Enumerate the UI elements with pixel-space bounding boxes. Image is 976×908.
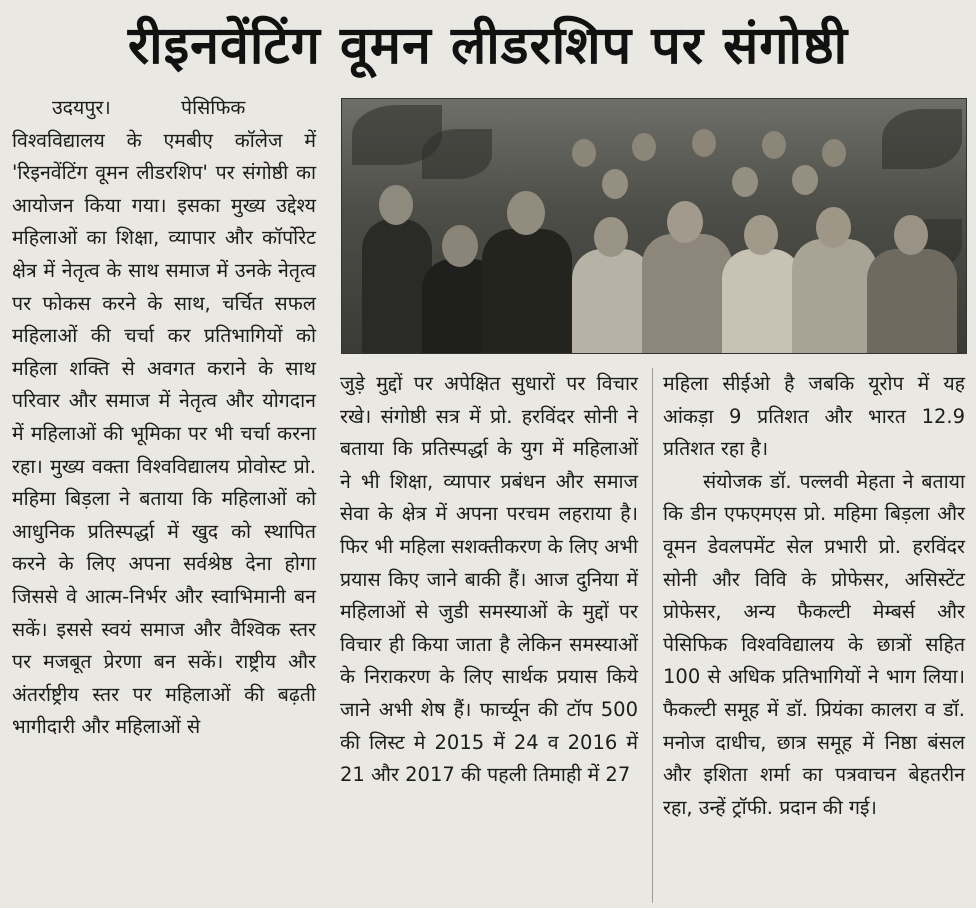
column-3-text-2: संयोजक डॉ. पल्लवी मेहता ने बताया कि डीन एफएमएस प्रो. महिमा बिड़ला और वूमन डेवलपमेंट सेल प्रभारी प्रो. हरविंदर सोनी और विवि के प्रोफेसर, असिस्टेंट प्रोफेसर, अन्य फैकल्टी मेम्बर्स और पेसिफिक विश्वविद्यालय के छात्रों सहित 100 से अधिक प्रतिभागियों ने भाग लिया। फैकल्टी समूह में डॉ. प्रियंका कालरा व डॉ. मनोज दाधीच, छात्र समूह में निष्ठा बंसल और इशिता शर्मा का पत्रवाचन बेहतरीन रहा, उन्हें ट्रॉफी. प्रदान की गई। [663, 469, 965, 819]
group-photo [341, 98, 967, 354]
article-column-1 [12, 92, 316, 744]
dateline: उदयपुर। पेसिफिक [52, 96, 246, 119]
column-3-text-1: महिला सीईओ है जबकि यूरोप में यह आंकड़ा 9 प्रतिशत और भारत 12.9 प्रतिशत रहा है। [663, 372, 965, 461]
column-2-text: जुड़े मुद्दों पर अपेक्षित सुधारों पर विचार रखे। संगोष्ठी सत्र में प्रो. हरविंदर सोनी ने बताया कि प्रतिस्पर्द्धा के युग में महिलाओं ने भी शिक्षा, व्यापार प्रबंधन और समाज सेवा के क्षेत्र में अपना परचम लहराया है। फिर भी महिला सशक्तीकरण के लिए अभी प्रयास किए जाने बाकी हैं। आज दुनिया में महिलाओं से जुडी समस्याओं के मुद्दों पर विचार ही किया जाता है लेकिन समस्याओं के निराकरण के लिए सार्थक प्रयास किये जाने अभी शेष हैं। फार्च्यून की टॉप 500 की लिस्ट मे 2015 में 24 व 2016 में 21 और 2017 की पहली तिमाही में 27 [340, 372, 638, 787]
column-rule [652, 368, 653, 903]
article-column-3 [663, 368, 965, 824]
column-1-text: विश्वविद्यालय के एमबीए कॉलेज में 'रिइनवेंटिंग वूमन लीडरशिप' पर संगोष्ठी का आयोजन किया गया। इसका मुख्य उद्देश्य महिलाओं का शिक्षा, व्यापार और कॉर्पोरेट क्षेत्र में नेतृत्व के साथ समाज में उनके नेतृत्व पर फोकस करने के साथ, चर्चित सफल महिलाओं की चर्चा कर प्रतिभागियों को महिला शक्ति से अवगत कराने के साथ परिवार और समाज में नेतृत्व और योगदान में महिलाओं की भूमिका पर भी चर्चा करना रहा। मुख्य वक्ता विश्वविद्यालय प्रोवोस्ट प्रो. महिमा बिड़ला ने बताया कि महिलाओं को आधुनिक प्रतिस्पर्द्धा में खुद को स्थापित करने के लिए अपना सर्वश्रेष्ठ देना होगा जिससे वे आत्म-निर्भर और स्वाभिमानी बन सकें। इससे स्वयं समाज और वैश्विक स्तर पर मजबूत प्रेरणा बन सकें। राष्ट्रीय और अंतर्राष्ट्रीय स्तर पर महिलाओं की बढ़ती भागीदारी और महिलाओं से [12, 128, 316, 739]
article-column-2 [340, 368, 638, 792]
headline: रीइनवेंटिंग वूमन लीडरशिप पर संगोष्ठी [127, 15, 849, 76]
